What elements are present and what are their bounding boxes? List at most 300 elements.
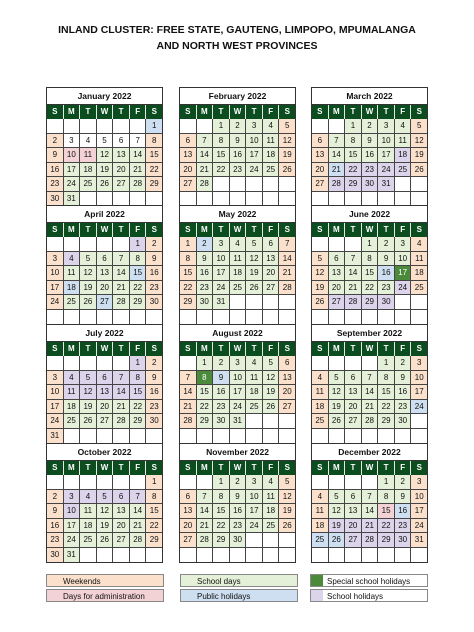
day-cell: 27 bbox=[180, 177, 197, 192]
day-cell: 24 bbox=[213, 281, 230, 296]
day-cell: 7 bbox=[329, 134, 346, 149]
day-cell: 12 bbox=[97, 148, 114, 163]
day-cell: 2 bbox=[47, 490, 64, 505]
legend-public-holidays: Public holidays bbox=[180, 589, 298, 602]
weekday-header: T bbox=[213, 223, 230, 237]
day-cell: 7 bbox=[362, 490, 379, 505]
day-cell bbox=[263, 533, 280, 548]
day-cell: 10 bbox=[378, 134, 395, 149]
week-row bbox=[180, 310, 295, 325]
weekday-header: S bbox=[146, 223, 162, 237]
day-cell: 22 bbox=[378, 519, 395, 534]
day-cell: 27 bbox=[113, 533, 130, 548]
weekday-header: M bbox=[64, 223, 81, 237]
day-cell bbox=[97, 356, 114, 371]
day-cell: 29 bbox=[197, 414, 214, 429]
day-cell bbox=[411, 295, 427, 310]
weekday-header: T bbox=[246, 105, 263, 119]
weekday-header: F bbox=[263, 461, 280, 475]
weekday-header: T bbox=[345, 342, 362, 356]
week-row bbox=[312, 148, 427, 163]
day-cell: 8 bbox=[180, 252, 197, 267]
day-cell: 24 bbox=[230, 400, 247, 415]
month-calendar bbox=[46, 205, 163, 325]
day-cell: 3 bbox=[246, 475, 263, 490]
day-cell: 28 bbox=[180, 414, 197, 429]
day-cell: 31 bbox=[64, 548, 81, 563]
day-cell: 13 bbox=[180, 504, 197, 519]
day-cell bbox=[130, 192, 147, 207]
day-cell: 14 bbox=[130, 504, 147, 519]
day-cell bbox=[97, 475, 114, 490]
day-cell: 17 bbox=[246, 504, 263, 519]
day-cell: 25 bbox=[80, 533, 97, 548]
weekday-header: S bbox=[146, 461, 162, 475]
day-cell: 19 bbox=[279, 148, 295, 163]
day-cell: 23 bbox=[197, 281, 214, 296]
day-cell bbox=[312, 475, 329, 490]
day-cell: 15 bbox=[345, 148, 362, 163]
week-row bbox=[312, 310, 427, 325]
week-row bbox=[47, 295, 162, 310]
day-cell: 1 bbox=[213, 475, 230, 490]
day-cell: 22 bbox=[146, 163, 162, 178]
week-row bbox=[47, 490, 162, 505]
day-cell: 2 bbox=[362, 119, 379, 134]
day-cell: 13 bbox=[97, 385, 114, 400]
weekday-header: S bbox=[279, 461, 295, 475]
day-cell: 2 bbox=[230, 475, 247, 490]
day-cell bbox=[329, 548, 346, 563]
day-cell: 2 bbox=[146, 356, 162, 371]
weekday-header: S bbox=[146, 342, 162, 356]
day-cell bbox=[362, 475, 379, 490]
week-row bbox=[180, 533, 295, 548]
month-calendar bbox=[311, 443, 428, 563]
day-cell bbox=[263, 192, 280, 207]
day-cell bbox=[80, 119, 97, 134]
day-cell: 10 bbox=[411, 371, 427, 386]
weekday-header-row bbox=[47, 342, 162, 356]
day-cell: 22 bbox=[180, 281, 197, 296]
day-cell: 27 bbox=[345, 533, 362, 548]
day-cell bbox=[329, 356, 346, 371]
day-cell bbox=[130, 548, 147, 563]
day-cell: 3 bbox=[64, 490, 81, 505]
day-cell: 26 bbox=[80, 295, 97, 310]
day-cell: 2 bbox=[47, 134, 64, 149]
day-cell: 3 bbox=[395, 237, 412, 252]
day-cell: 9 bbox=[146, 371, 162, 386]
week-row bbox=[180, 252, 295, 267]
day-cell: 16 bbox=[213, 385, 230, 400]
day-cell: 17 bbox=[411, 385, 427, 400]
day-cell bbox=[345, 548, 362, 563]
day-cell: 7 bbox=[362, 371, 379, 386]
day-cell: 6 bbox=[345, 371, 362, 386]
weekday-header: M bbox=[64, 342, 81, 356]
day-cell: 4 bbox=[263, 475, 280, 490]
day-cell: 25 bbox=[395, 163, 412, 178]
week-row bbox=[47, 385, 162, 400]
day-cell: 4 bbox=[80, 490, 97, 505]
weekday-header: M bbox=[64, 105, 81, 119]
day-cell: 17 bbox=[246, 148, 263, 163]
weekday-header: S bbox=[312, 105, 329, 119]
day-cell: 30 bbox=[146, 414, 162, 429]
weekday-header: S bbox=[411, 105, 427, 119]
day-cell: 16 bbox=[395, 504, 412, 519]
weekday-header: F bbox=[130, 461, 147, 475]
day-cell: 27 bbox=[345, 414, 362, 429]
day-cell: 26 bbox=[80, 414, 97, 429]
day-cell: 19 bbox=[329, 519, 346, 534]
weekday-header: S bbox=[180, 223, 197, 237]
day-cell: 28 bbox=[113, 414, 130, 429]
day-cell: 9 bbox=[146, 252, 162, 267]
week-row bbox=[180, 281, 295, 296]
day-cell: 6 bbox=[329, 252, 346, 267]
day-cell: 30 bbox=[395, 533, 412, 548]
day-cell: 11 bbox=[80, 504, 97, 519]
day-cell: 2 bbox=[395, 475, 412, 490]
day-cell: 30 bbox=[47, 192, 64, 207]
day-cell: 31 bbox=[64, 192, 81, 207]
month-calendar bbox=[311, 205, 428, 325]
weekday-header: S bbox=[180, 461, 197, 475]
day-cell bbox=[329, 192, 346, 207]
day-cell: 15 bbox=[130, 266, 147, 281]
day-cell: 5 bbox=[80, 252, 97, 267]
day-cell: 14 bbox=[130, 148, 147, 163]
day-cell: 6 bbox=[180, 490, 197, 505]
day-cell: 16 bbox=[362, 148, 379, 163]
day-cell bbox=[378, 310, 395, 325]
month-name: May 2022 bbox=[180, 206, 295, 223]
day-cell bbox=[263, 548, 280, 563]
week-row bbox=[47, 414, 162, 429]
weekday-header: W bbox=[362, 105, 379, 119]
day-cell bbox=[47, 119, 64, 134]
weekday-header: T bbox=[246, 223, 263, 237]
day-cell: 26 bbox=[279, 519, 295, 534]
month-calendar bbox=[179, 324, 296, 444]
day-cell: 20 bbox=[345, 519, 362, 534]
day-cell bbox=[246, 548, 263, 563]
day-cell bbox=[263, 414, 280, 429]
day-cell bbox=[312, 548, 329, 563]
day-cell: 4 bbox=[263, 119, 280, 134]
week-row bbox=[312, 281, 427, 296]
day-cell: 24 bbox=[395, 281, 412, 296]
day-cell bbox=[362, 429, 379, 444]
month-name: January 2022 bbox=[47, 88, 162, 105]
day-cell bbox=[113, 119, 130, 134]
week-row bbox=[312, 400, 427, 415]
day-cell: 6 bbox=[97, 371, 114, 386]
day-cell: 8 bbox=[130, 371, 147, 386]
weekday-header: W bbox=[97, 105, 114, 119]
day-cell: 21 bbox=[113, 281, 130, 296]
day-cell bbox=[80, 356, 97, 371]
day-cell: 14 bbox=[345, 266, 362, 281]
day-cell bbox=[362, 356, 379, 371]
day-cell: 15 bbox=[146, 504, 162, 519]
day-cell bbox=[113, 475, 130, 490]
day-cell: 29 bbox=[146, 533, 162, 548]
day-cell: 13 bbox=[345, 385, 362, 400]
week-row bbox=[312, 356, 427, 371]
day-cell bbox=[146, 192, 162, 207]
month-calendar bbox=[179, 87, 296, 207]
day-cell: 29 bbox=[378, 414, 395, 429]
day-cell: 11 bbox=[395, 134, 412, 149]
day-cell: 11 bbox=[64, 266, 81, 281]
day-cell bbox=[64, 237, 81, 252]
day-cell: 18 bbox=[411, 266, 427, 281]
weekday-header: F bbox=[130, 342, 147, 356]
weekday-header: W bbox=[230, 223, 247, 237]
day-cell: 12 bbox=[279, 134, 295, 149]
day-cell: 9 bbox=[378, 252, 395, 267]
day-cell: 26 bbox=[97, 177, 114, 192]
day-cell: 25 bbox=[230, 281, 247, 296]
weekday-header: T bbox=[113, 223, 130, 237]
weekday-header: S bbox=[411, 342, 427, 356]
day-cell bbox=[230, 295, 247, 310]
day-cell: 25 bbox=[64, 295, 81, 310]
day-cell: 4 bbox=[246, 356, 263, 371]
day-cell: 12 bbox=[80, 266, 97, 281]
month-name: April 2022 bbox=[47, 206, 162, 223]
day-cell: 5 bbox=[329, 490, 346, 505]
weekday-header: M bbox=[64, 461, 81, 475]
day-cell: 11 bbox=[263, 134, 280, 149]
day-cell: 28 bbox=[197, 177, 214, 192]
week-row bbox=[47, 356, 162, 371]
day-cell: 10 bbox=[230, 371, 247, 386]
month-name: November 2022 bbox=[180, 444, 295, 461]
day-cell bbox=[329, 310, 346, 325]
day-cell: 3 bbox=[411, 356, 427, 371]
day-cell bbox=[263, 310, 280, 325]
weekday-header: W bbox=[362, 223, 379, 237]
day-cell: 25 bbox=[312, 414, 329, 429]
day-cell bbox=[213, 548, 230, 563]
week-row bbox=[180, 400, 295, 415]
day-cell: 9 bbox=[47, 504, 64, 519]
day-cell: 24 bbox=[47, 414, 64, 429]
day-cell: 14 bbox=[279, 252, 295, 267]
day-cell bbox=[345, 192, 362, 207]
day-cell: 3 bbox=[47, 252, 64, 267]
day-cell: 23 bbox=[378, 281, 395, 296]
month-name: December 2022 bbox=[312, 444, 427, 461]
day-cell: 17 bbox=[411, 504, 427, 519]
day-cell: 12 bbox=[246, 252, 263, 267]
day-cell: 3 bbox=[246, 119, 263, 134]
day-cell bbox=[180, 192, 197, 207]
day-cell: 24 bbox=[378, 163, 395, 178]
day-cell bbox=[246, 310, 263, 325]
day-cell: 31 bbox=[411, 533, 427, 548]
day-cell: 8 bbox=[362, 252, 379, 267]
day-cell bbox=[97, 429, 114, 444]
day-cell bbox=[246, 177, 263, 192]
day-cell bbox=[411, 192, 427, 207]
day-cell: 12 bbox=[329, 385, 346, 400]
day-cell bbox=[97, 548, 114, 563]
weekday-header: T bbox=[113, 461, 130, 475]
day-cell: 29 bbox=[378, 533, 395, 548]
day-cell: 17 bbox=[230, 385, 247, 400]
day-cell: 19 bbox=[411, 148, 427, 163]
day-cell: 28 bbox=[329, 177, 346, 192]
week-row bbox=[180, 519, 295, 534]
day-cell bbox=[345, 237, 362, 252]
day-cell bbox=[113, 356, 130, 371]
day-cell bbox=[64, 475, 81, 490]
day-cell: 26 bbox=[97, 533, 114, 548]
day-cell bbox=[345, 310, 362, 325]
day-cell: 1 bbox=[213, 119, 230, 134]
day-cell: 11 bbox=[230, 252, 247, 267]
day-cell: 21 bbox=[362, 400, 379, 415]
day-cell bbox=[180, 356, 197, 371]
day-cell: 20 bbox=[279, 385, 295, 400]
day-cell: 3 bbox=[378, 119, 395, 134]
day-cell: 13 bbox=[312, 148, 329, 163]
day-cell: 29 bbox=[130, 295, 147, 310]
day-cell: 28 bbox=[345, 295, 362, 310]
day-cell: 16 bbox=[47, 163, 64, 178]
day-cell bbox=[246, 192, 263, 207]
weekday-header: W bbox=[97, 342, 114, 356]
day-cell: 3 bbox=[230, 356, 247, 371]
day-cell: 30 bbox=[47, 548, 64, 563]
day-cell: 22 bbox=[130, 400, 147, 415]
day-cell: 4 bbox=[312, 371, 329, 386]
day-cell: 15 bbox=[146, 148, 162, 163]
week-row bbox=[47, 519, 162, 534]
day-cell bbox=[279, 429, 295, 444]
weekday-header: M bbox=[329, 105, 346, 119]
day-cell: 27 bbox=[97, 295, 114, 310]
day-cell: 27 bbox=[279, 400, 295, 415]
day-cell: 27 bbox=[329, 295, 346, 310]
week-row bbox=[312, 533, 427, 548]
day-cell bbox=[146, 310, 162, 325]
legend-school-days: School days bbox=[180, 574, 298, 587]
day-cell: 22 bbox=[130, 281, 147, 296]
day-cell bbox=[80, 310, 97, 325]
day-cell: 26 bbox=[312, 295, 329, 310]
day-cell: 20 bbox=[113, 519, 130, 534]
day-cell bbox=[246, 295, 263, 310]
day-cell bbox=[395, 429, 412, 444]
day-cell: 18 bbox=[246, 385, 263, 400]
weekday-header-row bbox=[312, 342, 427, 356]
day-cell: 2 bbox=[395, 356, 412, 371]
day-cell: 1 bbox=[362, 237, 379, 252]
day-cell: 30 bbox=[146, 295, 162, 310]
day-cell bbox=[64, 310, 81, 325]
day-cell: 29 bbox=[130, 414, 147, 429]
weekday-header: M bbox=[197, 461, 214, 475]
day-cell bbox=[230, 177, 247, 192]
day-cell: 19 bbox=[312, 281, 329, 296]
day-cell: 27 bbox=[180, 533, 197, 548]
day-cell: 11 bbox=[246, 371, 263, 386]
week-row bbox=[47, 429, 162, 444]
day-cell: 13 bbox=[345, 504, 362, 519]
day-cell bbox=[64, 356, 81, 371]
day-cell: 24 bbox=[64, 533, 81, 548]
day-cell: 13 bbox=[113, 504, 130, 519]
day-cell: 18 bbox=[312, 519, 329, 534]
day-cell: 6 bbox=[97, 252, 114, 267]
day-cell: 22 bbox=[146, 519, 162, 534]
day-cell bbox=[329, 475, 346, 490]
day-cell bbox=[411, 429, 427, 444]
day-cell bbox=[64, 119, 81, 134]
day-cell bbox=[345, 429, 362, 444]
weekday-header: W bbox=[230, 342, 247, 356]
week-row bbox=[47, 400, 162, 415]
weekday-header: T bbox=[246, 342, 263, 356]
day-cell: 24 bbox=[411, 519, 427, 534]
weekday-header: M bbox=[197, 223, 214, 237]
day-cell bbox=[97, 310, 114, 325]
day-cell bbox=[395, 177, 412, 192]
day-cell: 25 bbox=[246, 400, 263, 415]
weekday-header: S bbox=[411, 461, 427, 475]
day-cell: 15 bbox=[213, 148, 230, 163]
week-row bbox=[312, 504, 427, 519]
week-row bbox=[47, 548, 162, 563]
day-cell: 1 bbox=[378, 475, 395, 490]
day-cell: 16 bbox=[230, 504, 247, 519]
day-cell bbox=[378, 192, 395, 207]
day-cell: 27 bbox=[263, 281, 280, 296]
weekday-header-row bbox=[312, 223, 427, 237]
day-cell: 19 bbox=[80, 281, 97, 296]
weekday-header: S bbox=[47, 461, 64, 475]
day-cell: 11 bbox=[80, 148, 97, 163]
day-cell bbox=[80, 429, 97, 444]
day-cell: 19 bbox=[97, 519, 114, 534]
weekday-header: F bbox=[130, 105, 147, 119]
day-cell: 4 bbox=[312, 490, 329, 505]
day-cell: 13 bbox=[97, 266, 114, 281]
day-cell: 18 bbox=[230, 266, 247, 281]
weekday-header: W bbox=[362, 461, 379, 475]
day-cell bbox=[213, 310, 230, 325]
day-cell: 1 bbox=[146, 475, 162, 490]
day-cell: 9 bbox=[395, 490, 412, 505]
day-cell: 19 bbox=[279, 504, 295, 519]
day-cell: 8 bbox=[378, 490, 395, 505]
day-cell: 3 bbox=[64, 134, 81, 149]
day-cell bbox=[378, 548, 395, 563]
weekday-header: W bbox=[97, 223, 114, 237]
weekday-header: W bbox=[230, 105, 247, 119]
day-cell: 11 bbox=[411, 252, 427, 267]
day-cell: 16 bbox=[146, 266, 162, 281]
weekday-header-row bbox=[47, 223, 162, 237]
weekday-header: S bbox=[411, 223, 427, 237]
day-cell: 7 bbox=[180, 371, 197, 386]
